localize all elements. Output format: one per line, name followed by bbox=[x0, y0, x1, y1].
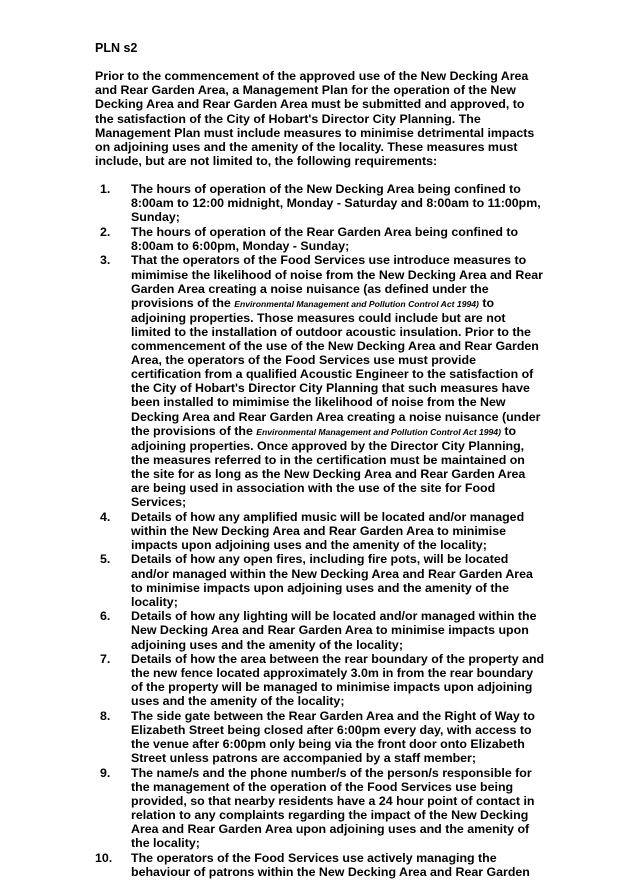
item-text: The operators of the Food Services use actively managing the behaviour of patrons within the New Decking Area and Rear Garden bbox=[131, 850, 530, 879]
condition-heading: PLN s2 bbox=[95, 41, 138, 55]
item-text: Details of how the area between the rear boundary of the property and the new fence located approximately 3.0m in from the rear boundary of the property will be managed to minimise impacts upon adjoining uses and the amenity of the locality; bbox=[131, 652, 545, 709]
list-item bbox=[95, 253, 545, 509]
list-item bbox=[95, 609, 545, 651]
item-text: Details of how any open fires, including fire pots, will be located and/or managed within the New Decking Area and Rear Garden Area to minimise impacts upon adjoining uses and the amenity of the locality; bbox=[131, 552, 533, 609]
act-citation: Environmental Management and Pollution Control Act 1994) bbox=[256, 426, 501, 437]
item-text: The hours of operation of the Rear Garden Area being confined to 8:00am to 6:00pm, Monday - Sunday; bbox=[131, 224, 519, 253]
item-text: to adjoining properties. Those measures could include but are not limited to the installation of outdoor acoustic insulation. Prior to the commencement of the use of the New Decking Area and Rear Garden Area, the operators of the Food Services use must provide certification from a qualified Acoustic Engineer to the satisfaction of the City of Hobart's Director City Planning that such measures have been installed to mimimise the likelihood of noise from the New Decking Area and Rear Garden Area creating a noise nuisance (under the provisions of the bbox=[131, 295, 541, 438]
item-number: 7. bbox=[100, 652, 111, 667]
item-number: 8. bbox=[100, 708, 111, 723]
item-number: 9. bbox=[100, 765, 111, 780]
list-item bbox=[95, 709, 545, 765]
item-number: 5. bbox=[100, 552, 111, 567]
list-item bbox=[95, 851, 545, 879]
item-number: 3. bbox=[100, 253, 111, 268]
item-text: The name/s and the phone number/s of the person/s responsible for the management of the operation of the Food Services use being provided, so that nearby residents have a 24 hour point of contact in relation to any complaints regarding the impact of the New Decking Area and Rear Garden Area upon adjoining uses and the amenity of the locality; bbox=[131, 765, 535, 851]
item-text: The side gate between the Rear Garden Area and the Right of Way to Elizabeth Street being closed after 6:00pm every day, with access to the venue after 6:00pm only being via the front door onto Elizabeth Street unless patrons are accompanied by a staff member; bbox=[131, 708, 535, 766]
intro-paragraph: Prior to the commencement of the approved use of the New Decking Area and Rear Garden Area, a Management Plan for the operation of the New Decking Area and Rear Garden Area must be submitted and approved, to the satisfaction of the City of Hobart's Director City Planning. The Management Plan must include measures to minimise detrimental impacts on adjoining uses and the amenity of the locality. These measures must include, but are not limited to, the following requirements: bbox=[95, 69, 535, 169]
requirements-list bbox=[95, 182, 545, 880]
item-text: to adjoining properties. Once approved by the Director City Planning, the measures referred to in the certification must be maintained on the site for as long as the New Decking Area and Rear Garden Area are being used in association with the use of the site for Food Services; bbox=[131, 423, 526, 510]
item-number: 6. bbox=[100, 609, 111, 624]
act-citation: Environmental Management and Pollution Control Act 1994) bbox=[234, 298, 479, 309]
item-number: 10. bbox=[95, 850, 113, 865]
item-text: That the operators of the Food Services use introduce measures to mimimise the likelihood of noise from the New Decking Area and Rear Garden Area creating a noise nuisance (as defined under the provisions of the bbox=[131, 253, 543, 310]
item-text: Details of how any amplified music will be located and/or managed within the New Decking Area and Rear Garden Area to minimise impacts upon adjoining uses and the amenity of the locality; bbox=[131, 509, 525, 552]
item-text: Details of how any lighting will be located and/or managed within the New Decking Area and Rear Garden Area to minimise impacts upon adjoining uses and the amenity of the locality; bbox=[131, 609, 537, 652]
item-text: The hours of operation of the New Decking Area being confined to 8:00am to 12:00 midnight, Monday - Saturday and 8:00am to 11:00pm, Sunday; bbox=[131, 182, 541, 225]
list-item bbox=[95, 766, 545, 851]
list-item bbox=[95, 652, 545, 708]
item-number: 4. bbox=[100, 509, 111, 524]
list-item bbox=[95, 225, 545, 253]
list-item bbox=[95, 182, 545, 224]
list-item bbox=[95, 552, 545, 608]
item-number: 2. bbox=[100, 224, 111, 239]
item-number: 1. bbox=[100, 182, 111, 196]
list-item bbox=[95, 510, 545, 552]
